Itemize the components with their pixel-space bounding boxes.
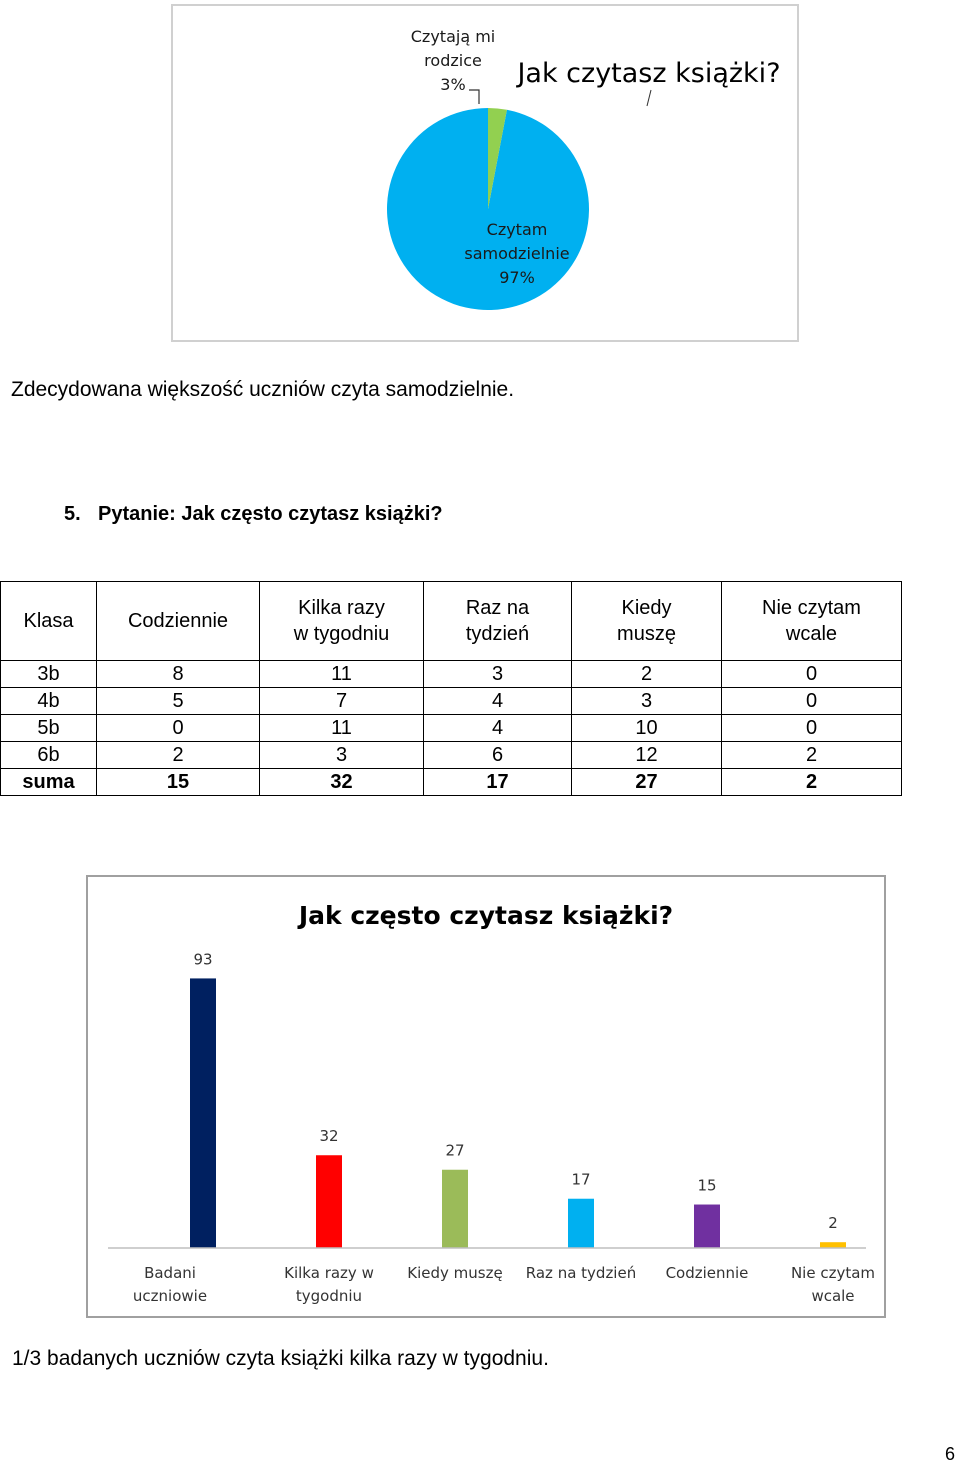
pie-label-rodzice-2: rodzice (424, 51, 482, 70)
header-codziennie: Codziennie (97, 582, 260, 661)
bar-chart-title: Jak często czytasz książki? (298, 901, 674, 930)
bar-category-label: wcale (811, 1287, 855, 1305)
table-row (1, 661, 902, 688)
table-row (1, 688, 902, 715)
table-cell: 32 (260, 769, 424, 796)
table-cell: 7 (260, 688, 424, 715)
table-cell: 0 (722, 661, 902, 688)
table-cell: 15 (97, 769, 260, 796)
bar-value-label: 32 (319, 1127, 339, 1146)
bar (568, 1199, 594, 1248)
results-table (0, 581, 902, 796)
bar-value-label: 93 (193, 950, 213, 969)
bar (694, 1205, 720, 1248)
pie-chart (173, 6, 801, 344)
pie-chart-frame (171, 4, 799, 342)
table-cell: 10 (572, 715, 722, 742)
question-text: Pytanie: Jak często czytasz książki? (98, 503, 443, 525)
table-cell: 3 (260, 742, 424, 769)
pie-title: Jak czytasz książki? (517, 58, 781, 89)
table-cell: 8 (97, 661, 260, 688)
table-row (1, 715, 902, 742)
table-cell: 5 (97, 688, 260, 715)
pie-leader-line (469, 90, 479, 104)
page-number: 6 (945, 1444, 956, 1464)
bar-value-label: 17 (571, 1170, 591, 1189)
pie-summary: Zdecydowana większość uczniów czyta samodzielnie. (11, 378, 515, 401)
table-cell: 11 (260, 715, 424, 742)
table-cell: 6 (424, 742, 572, 769)
bar-chart (88, 877, 888, 1320)
bar-category-label: Kiedy muszę (407, 1264, 503, 1282)
bar-category-label: tygodniu (295, 1287, 363, 1305)
bar-category-label: Badani (144, 1264, 196, 1282)
table-cell: 4 (424, 715, 572, 742)
table-cell: 2 (722, 769, 902, 796)
question-heading (64, 503, 443, 526)
table-cell: 4b (1, 688, 97, 715)
pie-label-rodzice-1: Czytają mi (410, 27, 496, 46)
bar-summary: 1/3 badanych uczniów czyta książki kilka razy w tygodniu. (12, 1347, 549, 1370)
table-cell: 3 (424, 661, 572, 688)
table-cell: 2 (572, 661, 722, 688)
pie-label-samodzielnie-2: samodzielnie (464, 244, 570, 263)
bar-value-label: 27 (445, 1141, 465, 1160)
pie-slice-samodzielnie (387, 108, 589, 310)
table-cell: 27 (572, 769, 722, 796)
bar-category-label: Codziennie (665, 1264, 749, 1282)
bar (316, 1155, 342, 1248)
table-sum-row (1, 769, 902, 796)
table-cell: 17 (424, 769, 572, 796)
question-number: 5. (64, 503, 81, 525)
bar-category-label: Nie czytam (790, 1264, 876, 1282)
table-cell: 4 (424, 688, 572, 715)
table-cell: 0 (722, 715, 902, 742)
header-nie-czytam: Nie czytam wcale (722, 582, 902, 661)
table-cell: 0 (722, 688, 902, 715)
bar (442, 1170, 468, 1248)
bar-category-label: Kilka razy w (284, 1264, 374, 1282)
table-cell: 12 (572, 742, 722, 769)
table-cell: 3b (1, 661, 97, 688)
bar (190, 978, 216, 1248)
pie-label-samodzielnie-1: Czytam (486, 220, 548, 239)
bar-value-label: 15 (697, 1176, 717, 1195)
bar-chart-frame (86, 875, 886, 1318)
table-cell: 0 (97, 715, 260, 742)
bar (820, 1242, 846, 1248)
header-kilka-razy: Kilka razy w tygodniu (260, 582, 424, 661)
header-klasa: Klasa (1, 582, 97, 661)
table-header-row (1, 582, 902, 661)
table-row (1, 742, 902, 769)
table-cell: 5b (1, 715, 97, 742)
table-cell: 3 (572, 688, 722, 715)
table-cell: 6b (1, 742, 97, 769)
bar-category-label: Raz na tydzień (525, 1264, 637, 1282)
table-cell: 2 (722, 742, 902, 769)
header-kiedy-musze: Kiedy muszę (572, 582, 722, 661)
table-cell: suma (1, 769, 97, 796)
pie-leader-line (647, 90, 651, 106)
bar-value-label: 2 (828, 1214, 838, 1233)
table-cell: 2 (97, 742, 260, 769)
table-cell: 11 (260, 661, 424, 688)
pie-label-samodzielnie-3: 97% (499, 268, 535, 287)
header-raz-na-tydzien: Raz na tydzień (424, 582, 572, 661)
bar-category-label: uczniowie (132, 1287, 208, 1305)
pie-label-rodzice-3: 3% (440, 75, 466, 94)
